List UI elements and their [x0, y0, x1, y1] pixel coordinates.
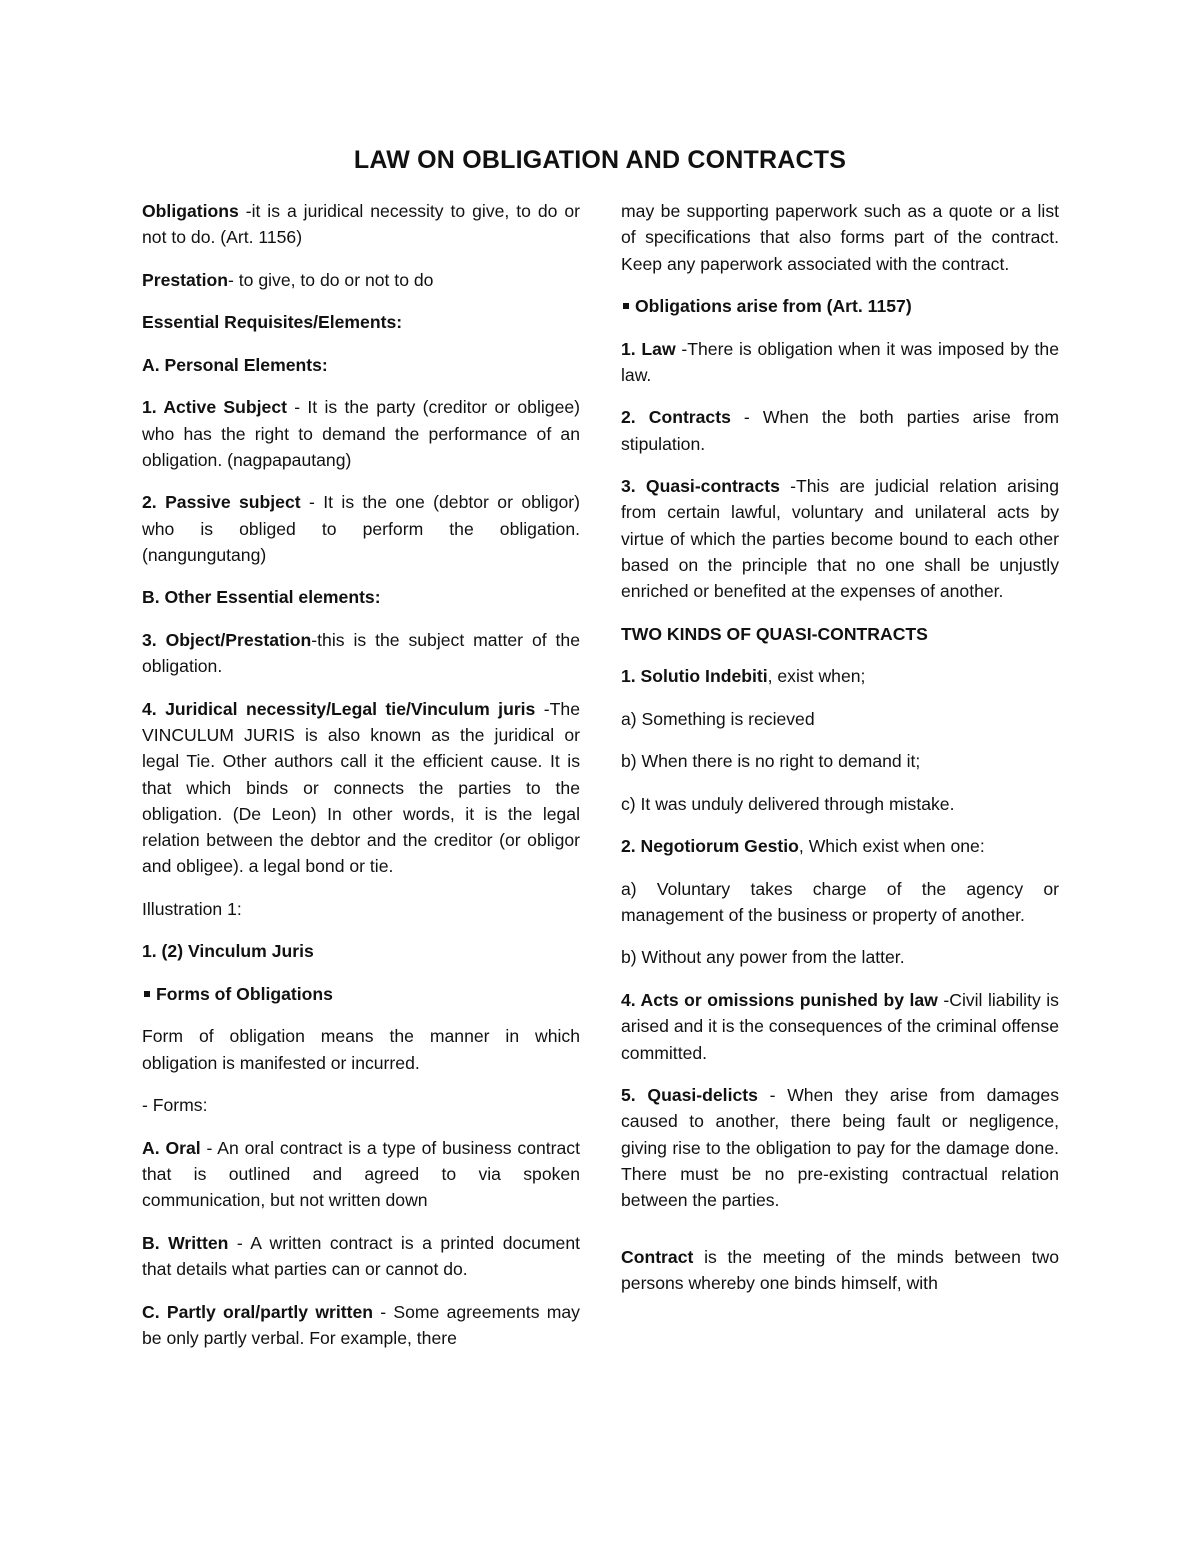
- paragraph-object-prestation: 3. Object/Prestation-this is the subject matter of the obligation.: [142, 629, 581, 677]
- list-item: a) Voluntary takes charge of the agency or management of the business or property of another.: [621, 878, 1059, 925]
- document-title: LAW ON OBLIGATION AND CONTRACTS: [353, 146, 847, 174]
- paragraph-solutio-indebiti: 1. Solutio Indebiti, exist when;: [621, 666, 866, 687]
- heading-obligations-arise: Obligations arise from (Art. 1157): [621, 293, 1059, 319]
- list-item: c) It was unduly delivered through mistake.: [621, 793, 955, 814]
- paragraph-supporting-paperwork: may be supporting paperwork such as a quote or a list of specifications that also forms part of the contract. Keep any paperwork associated with the contract.: [621, 201, 1059, 274]
- paragraph-form-definition: Form of obligation means the manner in which obligation is manifested or incurred.: [142, 1026, 580, 1073]
- paragraph-forms-label: - Forms:: [142, 1095, 208, 1116]
- paragraph-oral: A. Oral - An oral contract is a type of business contract that is outlined and agreed to via spoken communication, but not written down: [142, 1137, 580, 1211]
- paragraph-obligations: Obligations -it is a juridical necessity to give, to do or not to do. (Art. 1156): [142, 201, 580, 248]
- square-bullet-icon: [623, 303, 629, 309]
- square-bullet-icon: [144, 991, 150, 997]
- paragraph-law: 1. Law -There is obligation when it was imposed by the law.: [621, 338, 1060, 385]
- list-item: b) Without any power from the latter.: [621, 947, 905, 968]
- paragraph-quasi-contracts: 3. Quasi-contracts -This are judicial relation arising from certain lawful, voluntary and unilateral acts by virtue of which the parties become bound to each other based on the principle that no one shall be unjustly enriched or benefited at the expenses of another.: [621, 476, 1059, 602]
- paragraph-negotiorum-gestio: 2. Negotiorum Gestio, Which exist when one:: [621, 836, 985, 857]
- paragraph-vinculum-juris: 1. (2) Vinculum Juris: [142, 941, 314, 962]
- paragraph-acts-omissions: 4. Acts or omissions punished by law -Civil liability is arised and it is the consequences of the criminal offense committed.: [621, 989, 1059, 1063]
- paragraph-illustration: Illustration 1:: [142, 898, 242, 919]
- paragraph-juridical-necessity: 4. Juridical necessity/Legal tie/Vinculum juris -The VINCULUM JURIS is also known as the juridical or legal Tie. Other authors call it the efficient cause. It is that which binds or connects the parties to the obligation. (De Leon) In other words, it is the legal relation between the debtor and the creditor (or obligor and obligee). a legal bond or tie.: [142, 698, 580, 877]
- heading-forms-of-obligations: Forms of Obligations: [142, 981, 580, 1007]
- paragraph-quasi-delicts: 5. Quasi-delicts - When they arise from damages caused to another, there being fault or negligence, giving rise to the obligation to pay for the damage done. There must be no pre-existing contractual relation between the parties.: [621, 1085, 1060, 1211]
- list-item: b) When there is no right to demand it;: [621, 751, 921, 772]
- heading-other-elements: B. Other Essential elements:: [142, 587, 381, 608]
- paragraph-contracts: 2. Contracts - When the both parties arise from stipulation.: [621, 407, 1059, 454]
- paragraph-written: B. Written - A written contract is a printed document that details what parties can or cannot do.: [142, 1232, 580, 1280]
- heading-essential-requisites: Essential Requisites/Elements:: [142, 312, 403, 333]
- paragraph-prestation: Prestation- to give, to do or not to do: [142, 269, 434, 290]
- left-column: [142, 198, 580, 1367]
- paragraph-contract-definition: Contract is the meeting of the minds between two persons whereby one binds himself, with: [621, 1246, 1059, 1293]
- heading-two-kinds: TWO KINDS OF QUASI-CONTRACTS: [621, 623, 928, 644]
- paragraph-partly-oral: C. Partly oral/partly written - Some agreements may be only partly verbal. For example, there: [142, 1301, 580, 1348]
- right-column: [621, 198, 1059, 1312]
- list-item: a) Something is recieved: [621, 708, 815, 729]
- paragraph-active-subject: 1. Active Subject - It is the party (creditor or obligee) who has the right to demand the performance of an obligation. (nagpapautang): [142, 397, 580, 470]
- heading-personal-elements: A. Personal Elements:: [142, 354, 328, 375]
- paragraph-passive-subject: 2. Passive subject - It is the one (debtor or obligor) who is obliged to perform the obligation. (nangungutang): [142, 492, 580, 565]
